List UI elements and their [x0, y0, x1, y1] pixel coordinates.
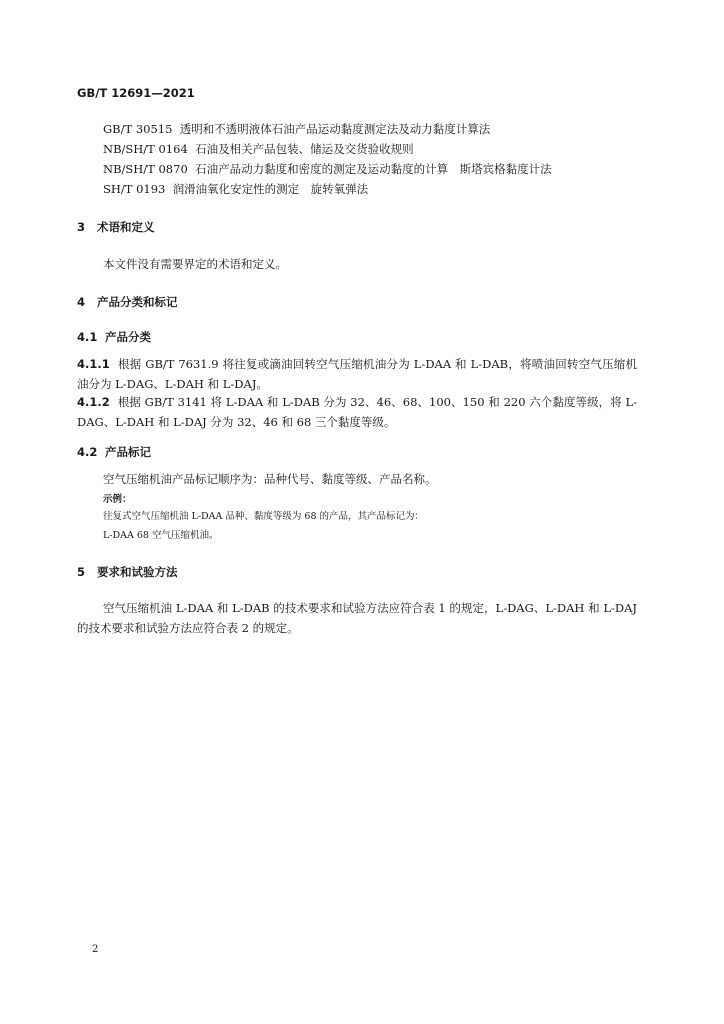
section-heading — [77, 219, 155, 235]
reference-title: 透明和不透明液体石油产品运动黏度测定法及动力黏度计算法 — [179, 122, 491, 136]
marking-order-text: 空气压缩机油产品标记顺序为：品种代号、黏度等级、产品名称。 — [103, 472, 437, 486]
section-body: 本文件没有需要界定的术语和定义。 — [103, 257, 287, 271]
section-number: 5 — [77, 565, 86, 579]
reference-code: GB/T 30515 — [103, 122, 173, 136]
section-body: 空气压缩机油 L-DAA 和 L-DAB 的技术要求和试验方法应符合表 1 的规定，L-DAG、L-DAH 和 L-DAJ 的技术要求和试验方法应符合表 2 的规定。 — [77, 601, 637, 635]
section-title: 术语和定义 — [97, 220, 155, 234]
reference-item — [103, 141, 414, 157]
section-number: 4 — [77, 295, 86, 309]
standard-header: GB/T 12691—2021 — [77, 86, 195, 100]
clause-text: 根据 GB/T 3141 将 L-DAA 和 L-DAB 分为 32、46、68、100、150 和 220 六个黏度等级，将 L-DAG、L-DAH 和 L-DAJ 分为 32、46 和 68 三个黏度等级。 — [77, 395, 637, 429]
section-title: 产品分类和标记 — [97, 295, 178, 309]
page-number: 2 — [92, 944, 99, 955]
subsection-number: 4.1 — [77, 330, 98, 344]
subsection-number: 4.2 — [77, 445, 98, 459]
subsection-title: 产品标记 — [105, 445, 151, 459]
example-label: 示例： — [103, 494, 132, 505]
section-heading — [77, 564, 178, 580]
reference-code: SH/T 0193 — [103, 182, 166, 196]
clause-number: 4.1.2 — [77, 395, 110, 409]
subsection-heading — [77, 444, 151, 460]
clause-text: 根据 GB/T 7631.9 将往复或滴油回转空气压缩机油分为 L-DAA 和 L-DAB，将喷油回转空气压缩机油分为 L-DAG、L-DAH 和 L-DAJ。 — [77, 357, 637, 391]
section-number: 3 — [77, 220, 86, 234]
clause-number: 4.1.1 — [77, 357, 110, 371]
clause-paragraph — [77, 354, 637, 394]
reference-title: 润滑油氧化安定性的测定 旋转氧弹法 — [172, 182, 369, 196]
example-line: L-DAA 68 空气压缩机油。 — [103, 530, 219, 541]
subsection-title: 产品分类 — [105, 330, 151, 344]
example-line: 往复式空气压缩机油 L-DAA 品种、黏度等级为 68 的产品，其产品标记为： — [103, 511, 425, 522]
reference-item — [103, 121, 490, 137]
reference-code: NB/SH/T 0164 — [103, 142, 188, 156]
subsection-heading — [77, 329, 151, 345]
reference-item — [103, 161, 552, 177]
section-heading — [77, 294, 178, 310]
reference-item — [103, 181, 368, 197]
reference-title: 石油产品动力黏度和密度的测定及运动黏度的计算 斯塔宾格黏度计法 — [195, 162, 552, 176]
clause-paragraph — [77, 392, 637, 432]
reference-title: 石油及相关产品包装、储运及交货验收规则 — [195, 142, 414, 156]
section-title: 要求和试验方法 — [97, 565, 178, 579]
reference-code: NB/SH/T 0870 — [103, 162, 188, 176]
